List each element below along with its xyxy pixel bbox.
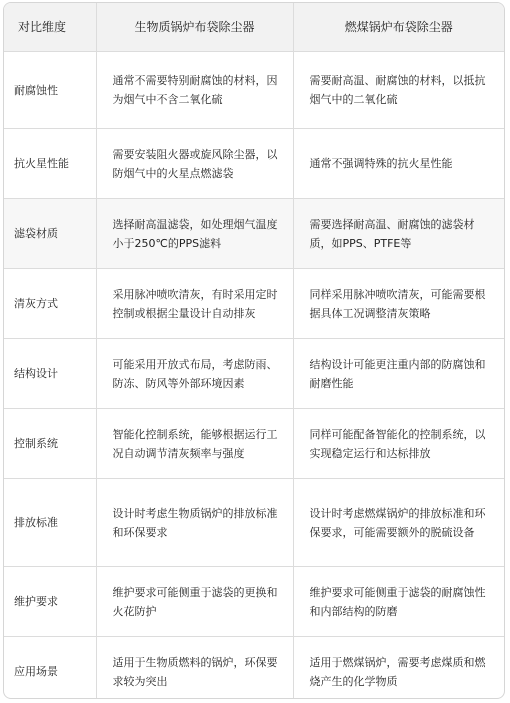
row-coal-cell: 需要耐高温、耐腐蚀的材料，以抵抗烟气中的二氧化硫 [293,52,504,129]
row-biomass-cell: 采用脉冲喷吹清灰，有时采用定时控制或根据尘量设计自动排灰 [96,269,293,339]
row-coal-cell: 设计时考虑燃煤锅炉的排放标准和环保要求，可能需要额外的脱硫设备 [293,479,504,567]
row-biomass-cell: 设计时考虑生物质锅炉的排放标准和环保要求 [96,479,293,567]
table-body [4,52,504,700]
row-coal-cell: 需要选择耐高温、耐腐蚀的滤袋材质，如PPS、PTFE等 [293,199,504,269]
header-dimension: 对比维度 [4,3,96,52]
comparison-table [4,3,504,699]
row-dimension: 维护要求 [4,567,96,637]
table-row [4,479,504,567]
table-row [4,637,504,700]
row-coal-cell: 同样采用脉冲喷吹清灰，可能需要根据具体工况调整清灰策略 [293,269,504,339]
row-dimension: 结构设计 [4,339,96,409]
row-dimension: 滤袋材质 [4,199,96,269]
table-row [4,567,504,637]
comparison-table-container [3,2,505,699]
table-row [4,339,504,409]
row-dimension: 应用场景 [4,637,96,700]
row-biomass-cell: 可能采用开放式布局，考虑防雨、防冻、防风等外部环境因素 [96,339,293,409]
row-dimension: 抗火星性能 [4,129,96,199]
row-biomass-cell: 选择耐高温滤袋，如处理烟气温度小于250℃的PPS滤料 [96,199,293,269]
row-dimension: 排放标准 [4,479,96,567]
row-coal-cell: 结构设计可能更注重内部的防腐蚀和耐磨性能 [293,339,504,409]
row-coal-cell: 适用于燃煤锅炉，需要考虑煤质和燃烧产生的化学物质 [309,655,486,688]
row-dimension: 控制系统 [4,409,96,479]
table-row [4,269,504,339]
row-biomass-cell: 需要安装阻火器或旋风除尘器，以防烟气中的火星点燃滤袋 [96,129,293,199]
table-row [4,409,504,479]
table-row [4,52,504,129]
header-coal: 燃煤锅炉布袋除尘器 [293,3,504,52]
row-coal-cell: 维护要求可能侧重于滤袋的耐腐蚀性和内部结构的防磨 [293,567,504,637]
row-coal-cell: 同样可能配备智能化的控制系统，以实现稳定运行和达标排放 [293,409,504,479]
header-row [4,3,504,52]
table-row [4,129,504,199]
table-header [4,3,504,52]
row-coal-cell: 通常不强调特殊的抗火星性能 [293,129,504,199]
header-biomass: 生物质锅炉布袋除尘器 [96,3,293,52]
row-dimension: 耐腐蚀性 [4,52,96,129]
row-biomass-cell: 维护要求可能侧重于滤袋的更换和火花防护 [96,567,293,637]
row-biomass-cell: 通常不需要特别耐腐蚀的材料，因为烟气中不含二氧化硫 [96,52,293,129]
row-dimension: 清灰方式 [4,269,96,339]
table-row [4,199,504,269]
row-biomass-cell: 适用于生物质燃料的锅炉，环保要求较为突出 [96,637,293,700]
row-biomass-cell: 智能化控制系统，能够根据运行工况自动调节清灰频率与强度 [96,409,293,479]
